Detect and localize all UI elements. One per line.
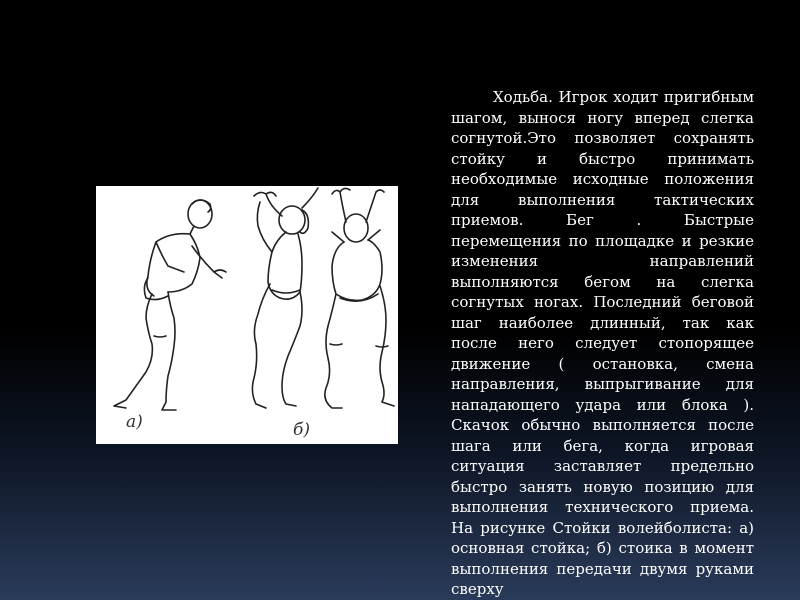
figure-b1-player <box>252 188 318 408</box>
volleyball-stances-illustration <box>96 186 398 444</box>
slide-body-text: Ходьба. Игрок ходит пригибным шагом, вынося ногу вперед слегка согнутой.Это позволяет сохранять стойку и быстро принимать необходимые исходные положения для выполнения тактических приемов. Бег . Быстрые перемещения по площадке и резкие изменения направлений выполняются бегом на слегка согнутых ногах. Последний беговой шаг наиболее длинный, так как после него следует стопорящее движение ( остановка, смена направления, выпрыгивание для нападающего удара или блока ). Скачок обычно выполняется после шага или бега, когда игровая ситуация заставляет предельно быстро занять новую позицию для выполнения технического приема. На рисунке Стойки волейболиста: а) основная стойка; б) стоика в момент выполнения передачи двумя руками сверху <box>451 88 754 598</box>
figure-b2-player <box>325 188 394 408</box>
figure-label-b: б) <box>293 420 311 440</box>
stances-sketch <box>96 186 398 444</box>
figure-label-a: а) <box>126 412 143 432</box>
figure-a-player <box>114 200 226 410</box>
slide-body-text-block <box>451 87 754 600</box>
